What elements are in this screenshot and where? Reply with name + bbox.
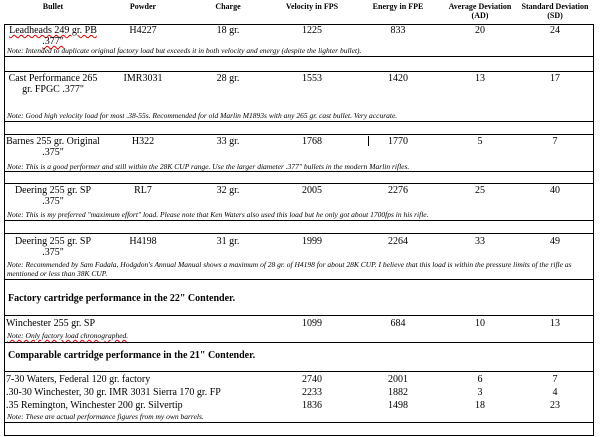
bullet-cell: Deering 255 gr. SP .375" (14, 185, 92, 207)
header-charge: Charge (215, 2, 241, 11)
energy-cell: 1770 (352, 136, 444, 147)
velocity-cell: 2005 (302, 185, 322, 196)
table-rule (4, 134, 594, 135)
velocity-cell: 1999 (302, 236, 322, 247)
text-cursor (368, 136, 369, 146)
powder-cell: IMR3031 (123, 73, 163, 84)
charge-cell: 33 gr. (216, 136, 240, 147)
comparable-bullet-cell: 7-30 Waters, Federal 120 gr. factory (6, 374, 151, 385)
table-rule (4, 422, 594, 423)
ad-cell: 20 (475, 25, 485, 36)
table-rule (4, 171, 594, 172)
load-note: Note: This is my preferred "maximum effort" load. Please note that Ken Waters also used this load but he only got about 1700fps in his rifle. (7, 210, 429, 219)
bullet-cell: Barnes 255 gr. Original .375" (6, 136, 100, 158)
ad-cell: 18 (475, 400, 485, 411)
energy-cell: 2001 (388, 374, 408, 385)
table-rule (4, 183, 594, 184)
factory-note: Note: Only factory load chronographed. (7, 331, 129, 340)
charge-cell: 28 gr. (216, 73, 240, 84)
header-powder: Powder (129, 2, 157, 11)
load-note: Note: Good high velocity load for most .38-55s. Recommended for old Marlin M1893s with any 265 gr. cast bullet. Very accurate. (7, 111, 398, 120)
table-rule (4, 279, 594, 280)
table-rule (4, 315, 594, 316)
sd-cell: 40 (550, 185, 560, 196)
velocity-cell: 2233 (302, 387, 322, 398)
ad-cell: 33 (475, 236, 485, 247)
comparable-note: Note: These are actual performance figures from my own barrels. (7, 412, 204, 421)
table-header (4, 2, 594, 24)
energy-cell: 2276 (388, 185, 408, 196)
velocity-cell: 2740 (302, 374, 322, 385)
ad-cell: 10 (475, 318, 485, 329)
header-energy: Energy in FPE (372, 2, 424, 11)
powder-cell: H322 (131, 136, 155, 147)
section-heading-factory: Factory cartridge performance in the 22" Contender. (8, 293, 236, 304)
sd-cell: 23 (550, 400, 560, 411)
energy-cell: 2264 (388, 236, 408, 247)
charge-cell: 18 gr. (216, 25, 240, 36)
table-rule (4, 435, 594, 436)
header-standard-deviation: Standard Deviation (SD) (521, 2, 589, 20)
energy-cell: 1498 (388, 400, 408, 411)
ad-cell: 5 (477, 136, 483, 147)
sd-cell: 7 (552, 136, 558, 147)
table-rule (4, 71, 594, 72)
table-rule (4, 371, 594, 372)
comparable-bullet-cell: .30-30 Winchester, 30 gr. IMR 3031 Sierra 170 gr. FP (6, 387, 221, 398)
load-note: Note: Intended to duplicate original factory load but exceeds it in both velocity and energy (despite the lighter bullet). (7, 46, 362, 55)
velocity-cell: 1099 (302, 318, 322, 329)
ad-cell: 6 (477, 374, 483, 385)
table-rule (4, 342, 594, 343)
velocity-cell: 1553 (302, 73, 322, 84)
sd-cell: 7 (552, 374, 558, 385)
sd-cell: 4 (552, 387, 558, 398)
energy-cell: 1882 (388, 387, 408, 398)
table-border-right (593, 24, 594, 435)
sd-cell: 17 (550, 73, 560, 84)
bullet-cell: Cast Performance 265 gr. FPGC .377" (8, 73, 98, 95)
charge-cell: 32 gr. (216, 185, 240, 196)
powder-cell: H4227 (129, 25, 157, 36)
load-note: Note: Recommended by Sam Fadala, Hodgdon's Annual Manual shows a maximum of 28 gr. of H4198 for about 28K CUP. I believe that this load is within the pressure limits of the rifle as mentioned or less than 38K CUP. (7, 260, 572, 278)
ad-cell: 25 (475, 185, 485, 196)
velocity-cell: 1836 (302, 400, 322, 411)
ad-cell: 13 (475, 73, 485, 84)
sd-cell: 49 (550, 236, 560, 247)
bullet-cell: Deering 255 gr. SP .375" (14, 236, 92, 258)
table-rule (4, 24, 594, 25)
table-border-left (4, 24, 5, 435)
section-heading-comparable: Comparable cartridge performance in the 21" Contender. (8, 350, 256, 361)
velocity-cell: 1768 (302, 136, 322, 147)
load-note: Note: This is a good performer and still within the 28K CUP range. Use the larger diameter .377" bullets in the modern Marlin rifles. (7, 162, 410, 171)
velocity-cell: 1225 (302, 25, 322, 36)
table-rule (4, 56, 594, 57)
charge-cell: 31 gr. (216, 236, 240, 247)
powder-cell: H4198 (129, 236, 157, 247)
header-bullet: Bullet (42, 2, 64, 11)
header-velocity: Velocity in FPS (285, 2, 339, 11)
sd-cell: 13 (550, 318, 560, 329)
comparable-bullet-cell: .35 Remington, Winchester 200 gr. Silvertip (6, 400, 183, 411)
sd-cell: 24 (550, 25, 560, 36)
table-rule (4, 121, 594, 122)
energy-cell: 1420 (388, 73, 408, 84)
table-rule (4, 220, 594, 221)
energy-cell: 833 (390, 25, 406, 36)
factory-bullet-cell: Winchester 255 gr. SP (6, 318, 96, 329)
bullet-cell: Leadheads 249 gr. PB .377" (9, 25, 97, 47)
energy-cell: 684 (390, 318, 406, 329)
ad-cell: 3 (477, 387, 483, 398)
header-average-deviation: Average Deviation (AD) (448, 2, 512, 20)
powder-cell: RL7 (134, 185, 152, 196)
table-rule (4, 233, 594, 234)
